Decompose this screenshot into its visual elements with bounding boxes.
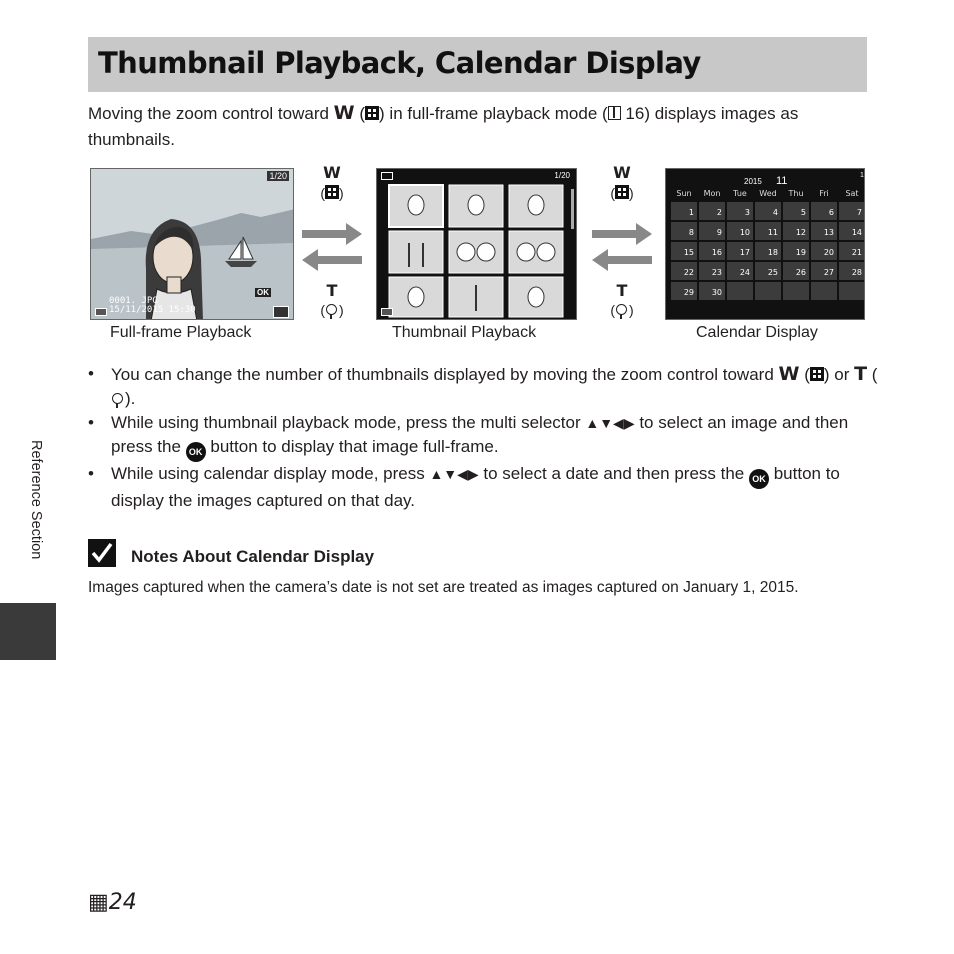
calendar-day[interactable]: 24 — [739, 268, 750, 277]
magnify-icon — [112, 393, 123, 404]
bullet-text: You can change the number of thumbnails displayed by moving the zoom control toward — [111, 365, 779, 384]
calendar-day[interactable]: 22 — [683, 268, 694, 277]
image-counter: 1/20 — [269, 171, 287, 181]
zoom-w-icon-wrap: ( ) — [320, 185, 344, 201]
magnify-icon — [326, 304, 337, 315]
calendar-cell[interactable] — [783, 282, 809, 300]
bullet-text: to select an image and then press the — [111, 413, 849, 456]
calendar-day[interactable]: 5 — [800, 208, 806, 217]
image-counter: 1/20 — [554, 171, 570, 180]
file-datetime: 15/11/2015 15:30 — [109, 305, 196, 315]
calendar-display-screen — [665, 168, 865, 320]
calendar-day[interactable]: 2 — [716, 208, 722, 217]
bullet-item: • You can change the number of thumbnails displayed by moving the zoom control toward W ( ) or T (). — [88, 362, 878, 411]
calendar-cell[interactable] — [811, 282, 837, 300]
calendar-day[interactable]: 11 — [767, 228, 778, 237]
calendar-day[interactable]: 10 — [739, 228, 750, 237]
file-info — [109, 297, 196, 315]
intro-text-1: Moving the zoom control toward — [88, 104, 334, 123]
calendar-day[interactable]: 30 — [711, 288, 722, 297]
thumbnail-grid-icon — [810, 367, 824, 381]
calendar-day[interactable]: 7 — [856, 208, 862, 217]
calendar-weekday: Wed — [759, 189, 777, 198]
battery-icon — [381, 308, 393, 316]
page-title: Thumbnail Playback, Calendar Display — [98, 46, 701, 80]
zoom-w-label: W — [323, 163, 341, 182]
note-check-icon — [88, 539, 116, 567]
section-tab — [0, 603, 56, 660]
zoom-t-label: T — [326, 281, 338, 300]
bullet-text: While using thumbnail playback mode, press the multi selector — [111, 413, 586, 432]
caption-calendar: Calendar Display — [696, 324, 818, 341]
reference-e-icon: ▦ — [88, 890, 109, 915]
calendar-grid — [666, 169, 865, 320]
thumbnail-grid-icon — [325, 185, 339, 199]
thumbnail-grid-icon — [365, 106, 379, 120]
bullet-text: or — [829, 365, 855, 384]
bullet-text: to select a date and then press the — [478, 464, 749, 483]
note-title: Notes About Calendar Display — [131, 547, 375, 566]
zoom-arrows-icon — [590, 222, 654, 272]
calendar-weekday: Mon — [703, 189, 721, 198]
calendar-cell[interactable] — [727, 282, 753, 300]
multi-selector-arrows-icon: ▲▼◀▶ — [429, 466, 479, 482]
zoom-t-label: T — [854, 363, 868, 385]
calendar-day[interactable]: 16 — [711, 248, 722, 257]
calendar-year: 2015 — [744, 177, 762, 186]
calendar-day[interactable]: 20 — [823, 248, 834, 257]
zoom-t-label: T — [616, 281, 628, 300]
calendar-day[interactable]: 21 — [851, 248, 862, 257]
calendar-day[interactable]: 19 — [795, 248, 806, 257]
book-reference-icon — [608, 106, 621, 120]
protect-icon — [381, 172, 393, 180]
calendar-day[interactable]: 8 — [688, 228, 694, 237]
calendar-day[interactable]: 29 — [683, 288, 694, 297]
caption-thumbnail: Thumbnail Playback — [392, 324, 537, 341]
caption-fullframe: Full-frame Playback — [110, 324, 252, 341]
zoom-w-icon-wrap: ( ) — [610, 185, 634, 201]
calendar-day[interactable]: 4 — [772, 208, 778, 217]
calendar-weekday: Fri — [819, 189, 829, 198]
multi-selector-arrows-icon: ▲▼◀▶ — [585, 415, 635, 431]
calendar-day[interactable]: 14 — [851, 228, 862, 237]
calendar-day[interactable]: 13 — [823, 228, 834, 237]
calendar-day[interactable]: 6 — [828, 208, 834, 217]
calendar-corner: 1 — [860, 172, 864, 179]
zoom-w-label: W — [613, 163, 631, 182]
thumbnail-grid — [387, 183, 567, 318]
calendar-day[interactable]: 17 — [739, 248, 750, 257]
calendar-day[interactable]: 25 — [767, 268, 778, 277]
calendar-cell[interactable] — [755, 282, 781, 300]
zoom-w-label: W — [333, 102, 355, 124]
calendar-day[interactable]: 15 — [683, 248, 694, 257]
calendar-day[interactable]: 26 — [795, 268, 806, 277]
bullet-text: While using calendar display mode, press — [111, 464, 430, 483]
intro-paragraph: Moving the zoom control toward W ( ) in full-frame playback mode ( 16) displays images as thumbnails. — [88, 102, 799, 149]
bullet-text: button to display the images captured on that day. — [111, 464, 840, 510]
calendar-cell[interactable] — [839, 282, 865, 300]
magnify-icon — [616, 304, 627, 315]
calendar-day[interactable]: 27 — [823, 268, 834, 277]
ok-indicator: OK — [257, 288, 269, 297]
image-size-icon — [273, 306, 289, 318]
calendar-day[interactable]: 18 — [767, 248, 778, 257]
bullet-list — [88, 362, 878, 513]
fullframe-playback-screen — [90, 168, 294, 320]
calendar-month: 11 — [776, 175, 788, 187]
bullet-text: button to display that image full-frame. — [205, 437, 499, 456]
calendar-day[interactable]: 28 — [851, 268, 862, 277]
calendar-day[interactable]: 23 — [711, 268, 722, 277]
battery-icon — [95, 308, 107, 316]
calendar-day[interactable]: 12 — [795, 228, 806, 237]
scroll-bar[interactable] — [571, 189, 574, 229]
section-label: Reference Section — [28, 440, 44, 560]
page-number: ▦24 — [88, 890, 137, 915]
title-bar — [88, 37, 867, 92]
bullet-item — [88, 411, 878, 462]
note-body: Images captured when the camera’s date is not set are treated as images captured on January 1, 2015. — [88, 579, 799, 596]
calendar-day[interactable]: 3 — [744, 208, 750, 217]
zoom-t-icon-wrap: ( ) — [610, 302, 634, 318]
calendar-day[interactable]: 9 — [716, 228, 722, 237]
calendar-day[interactable]: 1 — [688, 208, 694, 217]
thumbnail-playback-screen — [376, 168, 577, 320]
file-name: 0001. JPG — [109, 296, 158, 306]
intro-text-3: 16) displays images as thumbnails. — [88, 104, 799, 149]
zoom-t-icon-wrap: ( ) — [320, 302, 344, 318]
bullet-item — [88, 462, 878, 513]
calendar-weekday: Thu — [788, 189, 804, 198]
calendar-weekday: Tue — [733, 189, 747, 198]
calendar-weekday: Sat — [845, 189, 859, 198]
zoom-w-label: W — [778, 363, 800, 385]
calendar-weekday: Sun — [676, 189, 692, 198]
ok-button-icon: OK — [749, 469, 769, 489]
thumbnail-grid-icon — [615, 185, 629, 199]
zoom-arrows-icon — [300, 222, 364, 272]
intro-text-2: in full-frame playback mode ( — [384, 104, 608, 123]
ok-button-icon: OK — [186, 442, 206, 462]
